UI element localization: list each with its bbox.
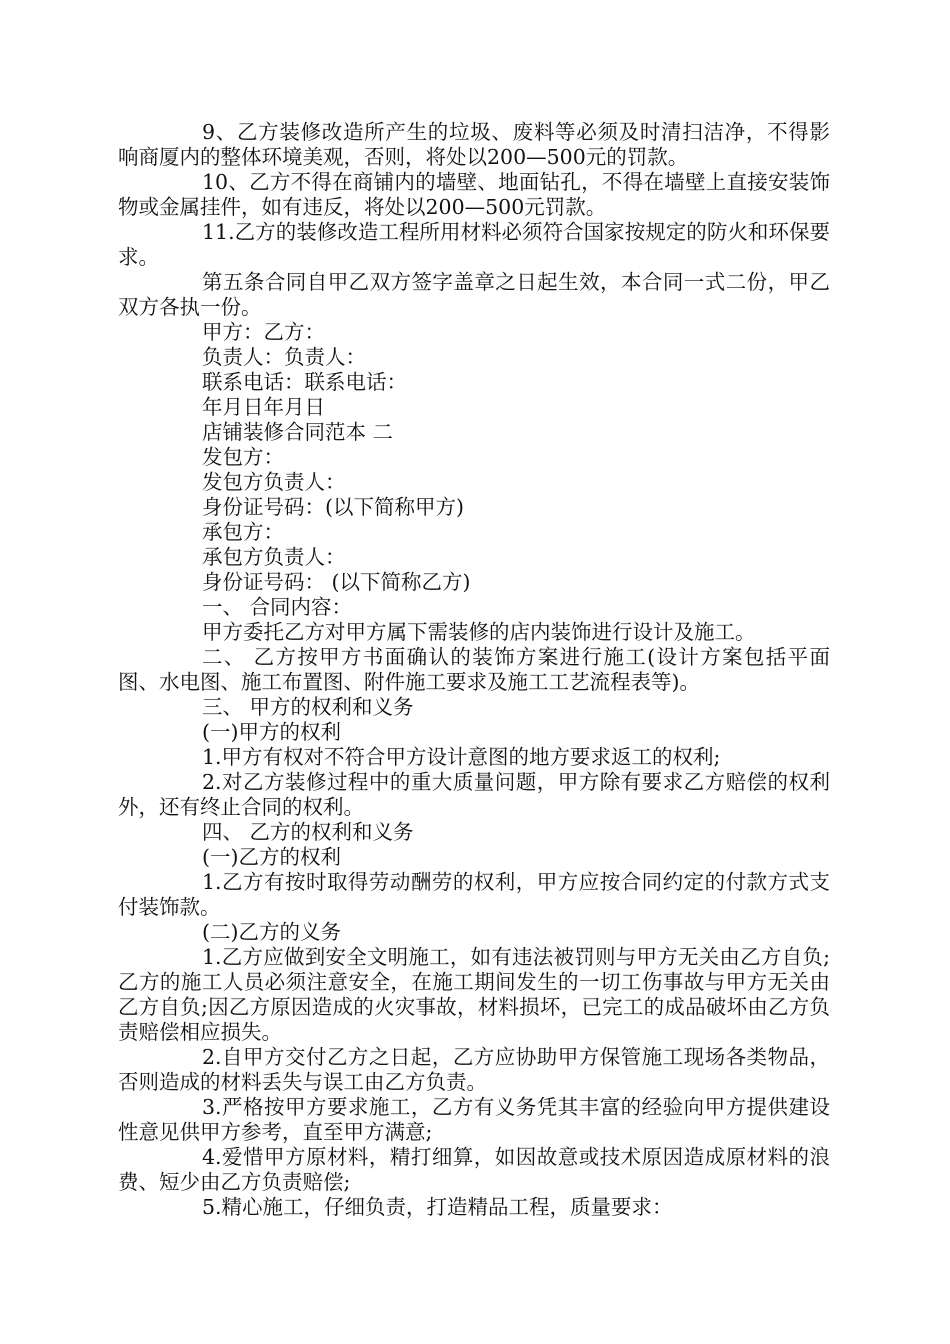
paragraph-clause-10: 10、乙方不得在商铺内的墙壁、地面钻孔，不得在墙壁上直接安装饰物或金属挂件，如有违反，将处以200—500元罚款。 <box>118 170 830 219</box>
paragraph-contract-content: 甲方委托乙方对甲方属下需装修的店内装饰进行设计及施工。 <box>202 620 756 644</box>
paragraph-party-b-duty-3: 3.严格按甲方要求施工，乙方有义务凭其丰富的经验向甲方提供建设性意见供甲方参考，直至甲方满意; <box>118 1095 830 1144</box>
paragraph-party-b-duty-1: 1.乙方应做到安全文明施工，如有违法被罚则与甲方无关由乙方自负;乙方的施工人员必须注意安全，在施工期间发生的一切工伤事故与甲方无关由乙方自负;因乙方原因造成的火灾事故，材料损坏，已完工的成品破坏由乙方负责赔偿相应损失。 <box>118 945 830 1044</box>
heading-contract-content: 一、 合同内容： <box>202 595 353 619</box>
document-page <box>118 120 830 1220</box>
signature-party-line: 甲方：乙方： <box>202 320 325 344</box>
signature-date-line: 年月日年月日 <box>202 395 325 419</box>
signature-responsible-line: 负责人：负责人： <box>202 345 366 369</box>
subheading-party-b-duties: (二)乙方的义务 <box>202 920 341 944</box>
paragraph-party-b-duty-2: 2.自甲方交付乙方之日起，乙方应协助甲方保管施工现场各类物品，否则造成的材料丢失与误工由乙方负责。 <box>118 1045 830 1094</box>
paragraph-party-b-duty-5: 5.精心施工，仔细负责，打造精品工程，质量要求： <box>202 1195 673 1219</box>
paragraph-party-a-right-2: 2.对乙方装修过程中的重大质量问题，甲方除有要求乙方赔偿的权利外，还有终止合同的权利。 <box>118 770 830 819</box>
paragraph-article-5: 第五条合同自甲乙双方签字盖章之日起生效，本合同一式二份，甲乙双方各执一份。 <box>118 270 830 319</box>
heading-party-a-rights-duties: 三、 甲方的权利和义务 <box>202 695 414 719</box>
heading-party-b-rights-duties: 四、 乙方的权利和义务 <box>202 820 414 844</box>
contractor-line: 承包方： <box>202 520 284 544</box>
section-title: 店铺装修合同范本 二 <box>202 420 394 444</box>
paragraph-clause-11: 11.乙方的装修改造工程所用材料必须符合国家按规定的防火和环保要求。 <box>118 220 830 269</box>
contractor-responsible-line: 承包方负责人： <box>202 545 346 569</box>
paragraph-party-b-right-1: 1.乙方有按时取得劳动酬劳的权利，甲方应按合同约定的付款方式支付装饰款。 <box>118 870 830 919</box>
paragraph-party-a-right-1: 1.甲方有权对不符合甲方设计意图的地方要求返工的权利; <box>202 745 721 769</box>
paragraph-clause-9: 9、乙方装修改造所产生的垃圾、废料等必须及时清扫洁净，不得影响商厦内的整体环境美观，否则，将处以200—500元的罚款。 <box>118 120 830 169</box>
employer-line: 发包方： <box>202 445 284 469</box>
employer-responsible-line: 发包方负责人： <box>202 470 346 494</box>
signature-phone-line: 联系电话：联系电话： <box>202 370 407 394</box>
contractor-id-line: 身份证号码： (以下简称乙方) <box>202 570 471 594</box>
employer-id-line: 身份证号码：(以下简称甲方) <box>202 495 464 519</box>
paragraph-party-b-duty-4: 4.爱惜甲方原材料，精打细算，如因故意或技术原因造成原材料的浪费、短少由乙方负责赔偿; <box>118 1145 830 1194</box>
paragraph-section-2: 二、 乙方按甲方书面确认的装饰方案进行施工(设计方案包括平面图、水电图、施工布置图、附件施工要求及施工工艺流程表等)。 <box>118 645 830 694</box>
subheading-party-a-rights: (一)甲方的权利 <box>202 720 341 744</box>
subheading-party-b-rights: (一)乙方的权利 <box>202 845 341 869</box>
